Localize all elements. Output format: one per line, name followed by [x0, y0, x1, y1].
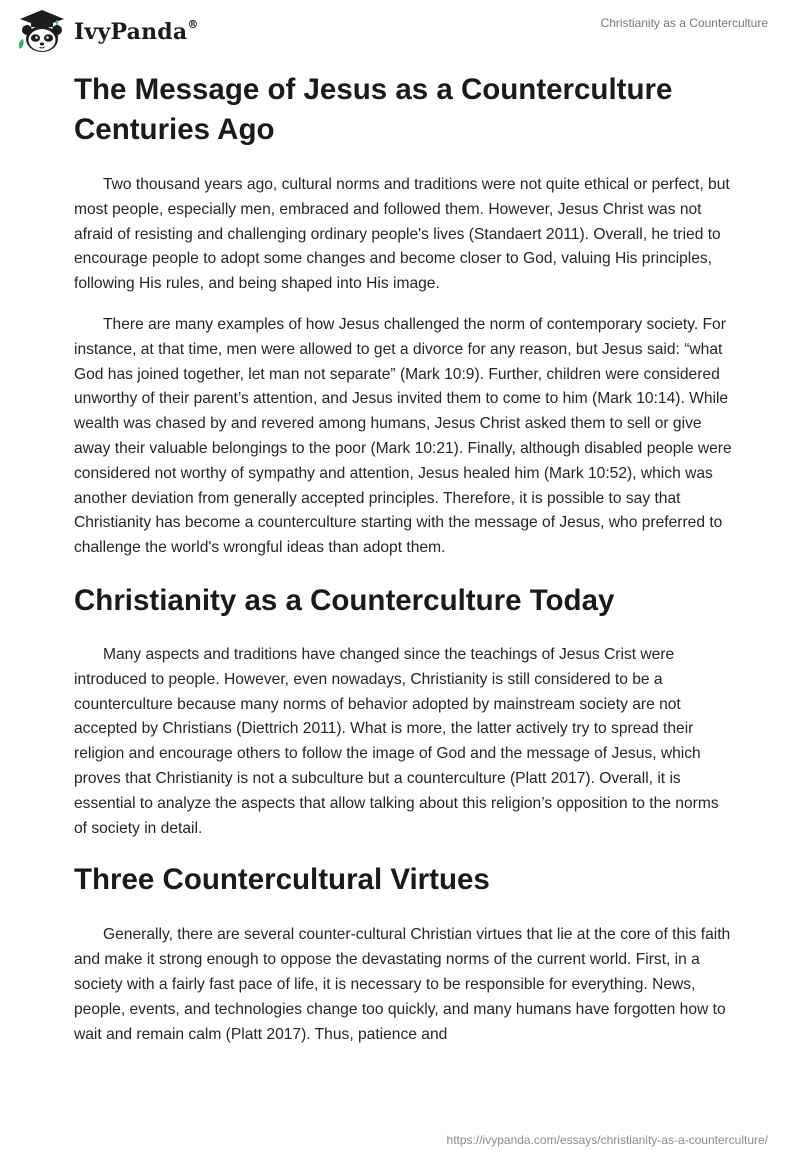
paragraph: Two thousand years ago, cultural norms and traditions were not quite ethical or perfect, but most people, especially men, embraced and followed them. However, Jesus Christ was not afraid of resisting and challenging ordinary people's lives (Standaert 2011). Overall, he tried to encourage people to adopt some changes and become closer to God, valuing His principles, following His rules, and being shaped into His image. [74, 176, 730, 293]
logo-text: IvyPanda® [74, 18, 199, 45]
section-heading-counterculture-today: Christianity as a Counterculture Today [74, 583, 615, 617]
page-header [0, 0, 800, 60]
paragraph: Many aspects and traditions have changed since the teachings of Jesus Crist were introduced to people. However, even nowadays, Christianity is still considered to be a counterculture because many norms of behavior adopted by mainstream society are not accepted by Christians (Diettrich 2011). What is more, the latter actively try to spread their religion and encourage others to follow the image of God and the message of Jesus, which proves that Christianity is not a subculture but a counterculture (Platt 2017). Overall, it is essential to analyze the aspects that allow talking about this religion’s opposition to the norms of society in detail. [74, 645, 719, 837]
paragraph: There are many examples of how Jesus challenged the norm of contemporary society. For instance, at that time, men were allowed to get a divorce for any reason, but Jesus said: “what God has joined together, let man not separate” (Mark 10:9). Further, children were considered unworthy of their parent’s attention, and Jesus invited them to come to him (Mark 10:14). While wealth was chased by and revered among humans, Jesus Christ asked them to sell or give away their valuable belongings to the poor (Mark 10:21). Finally, although disabled people were considered not worthy of sympathy and attention, Jesus healed him (Mark 10:52), which was another deviation from generally accepted principles. Therefore, it is possible to say that Christianity has become a counterculture starting with the message of Jesus, who preferred to challenge the world's wrongful ideas than adopt them. [74, 315, 732, 557]
section-heading-message-of-jesus: The Message of Jesus as a Counterculture Centuries Ago [74, 73, 673, 146]
section-heading-three-virtues: Three Countercultural Virtues [74, 863, 490, 897]
source-url[interactable]: https://ivypanda.com/essays/christianity-as-a-counterculture/ [446, 1133, 768, 1147]
logo[interactable] [14, 8, 199, 54]
panda-graduate-icon [14, 8, 70, 54]
paragraph: Generally, there are several counter-cultural Christian virtues that lie at the core of this faith and make it strong enough to oppose the devastating norms of the current world. First, in a society with a fairly fast pace of life, it is necessary to be responsible for everything. News, people, events, and technologies change too quickly, and many humans have forgotten how to wait and remain calm (Platt 2017). Thus, patience and [74, 926, 731, 1043]
registered-mark: ® [187, 18, 199, 31]
document-title: Christianity as a Counterculture [600, 16, 768, 30]
essay-body [74, 70, 734, 1047]
